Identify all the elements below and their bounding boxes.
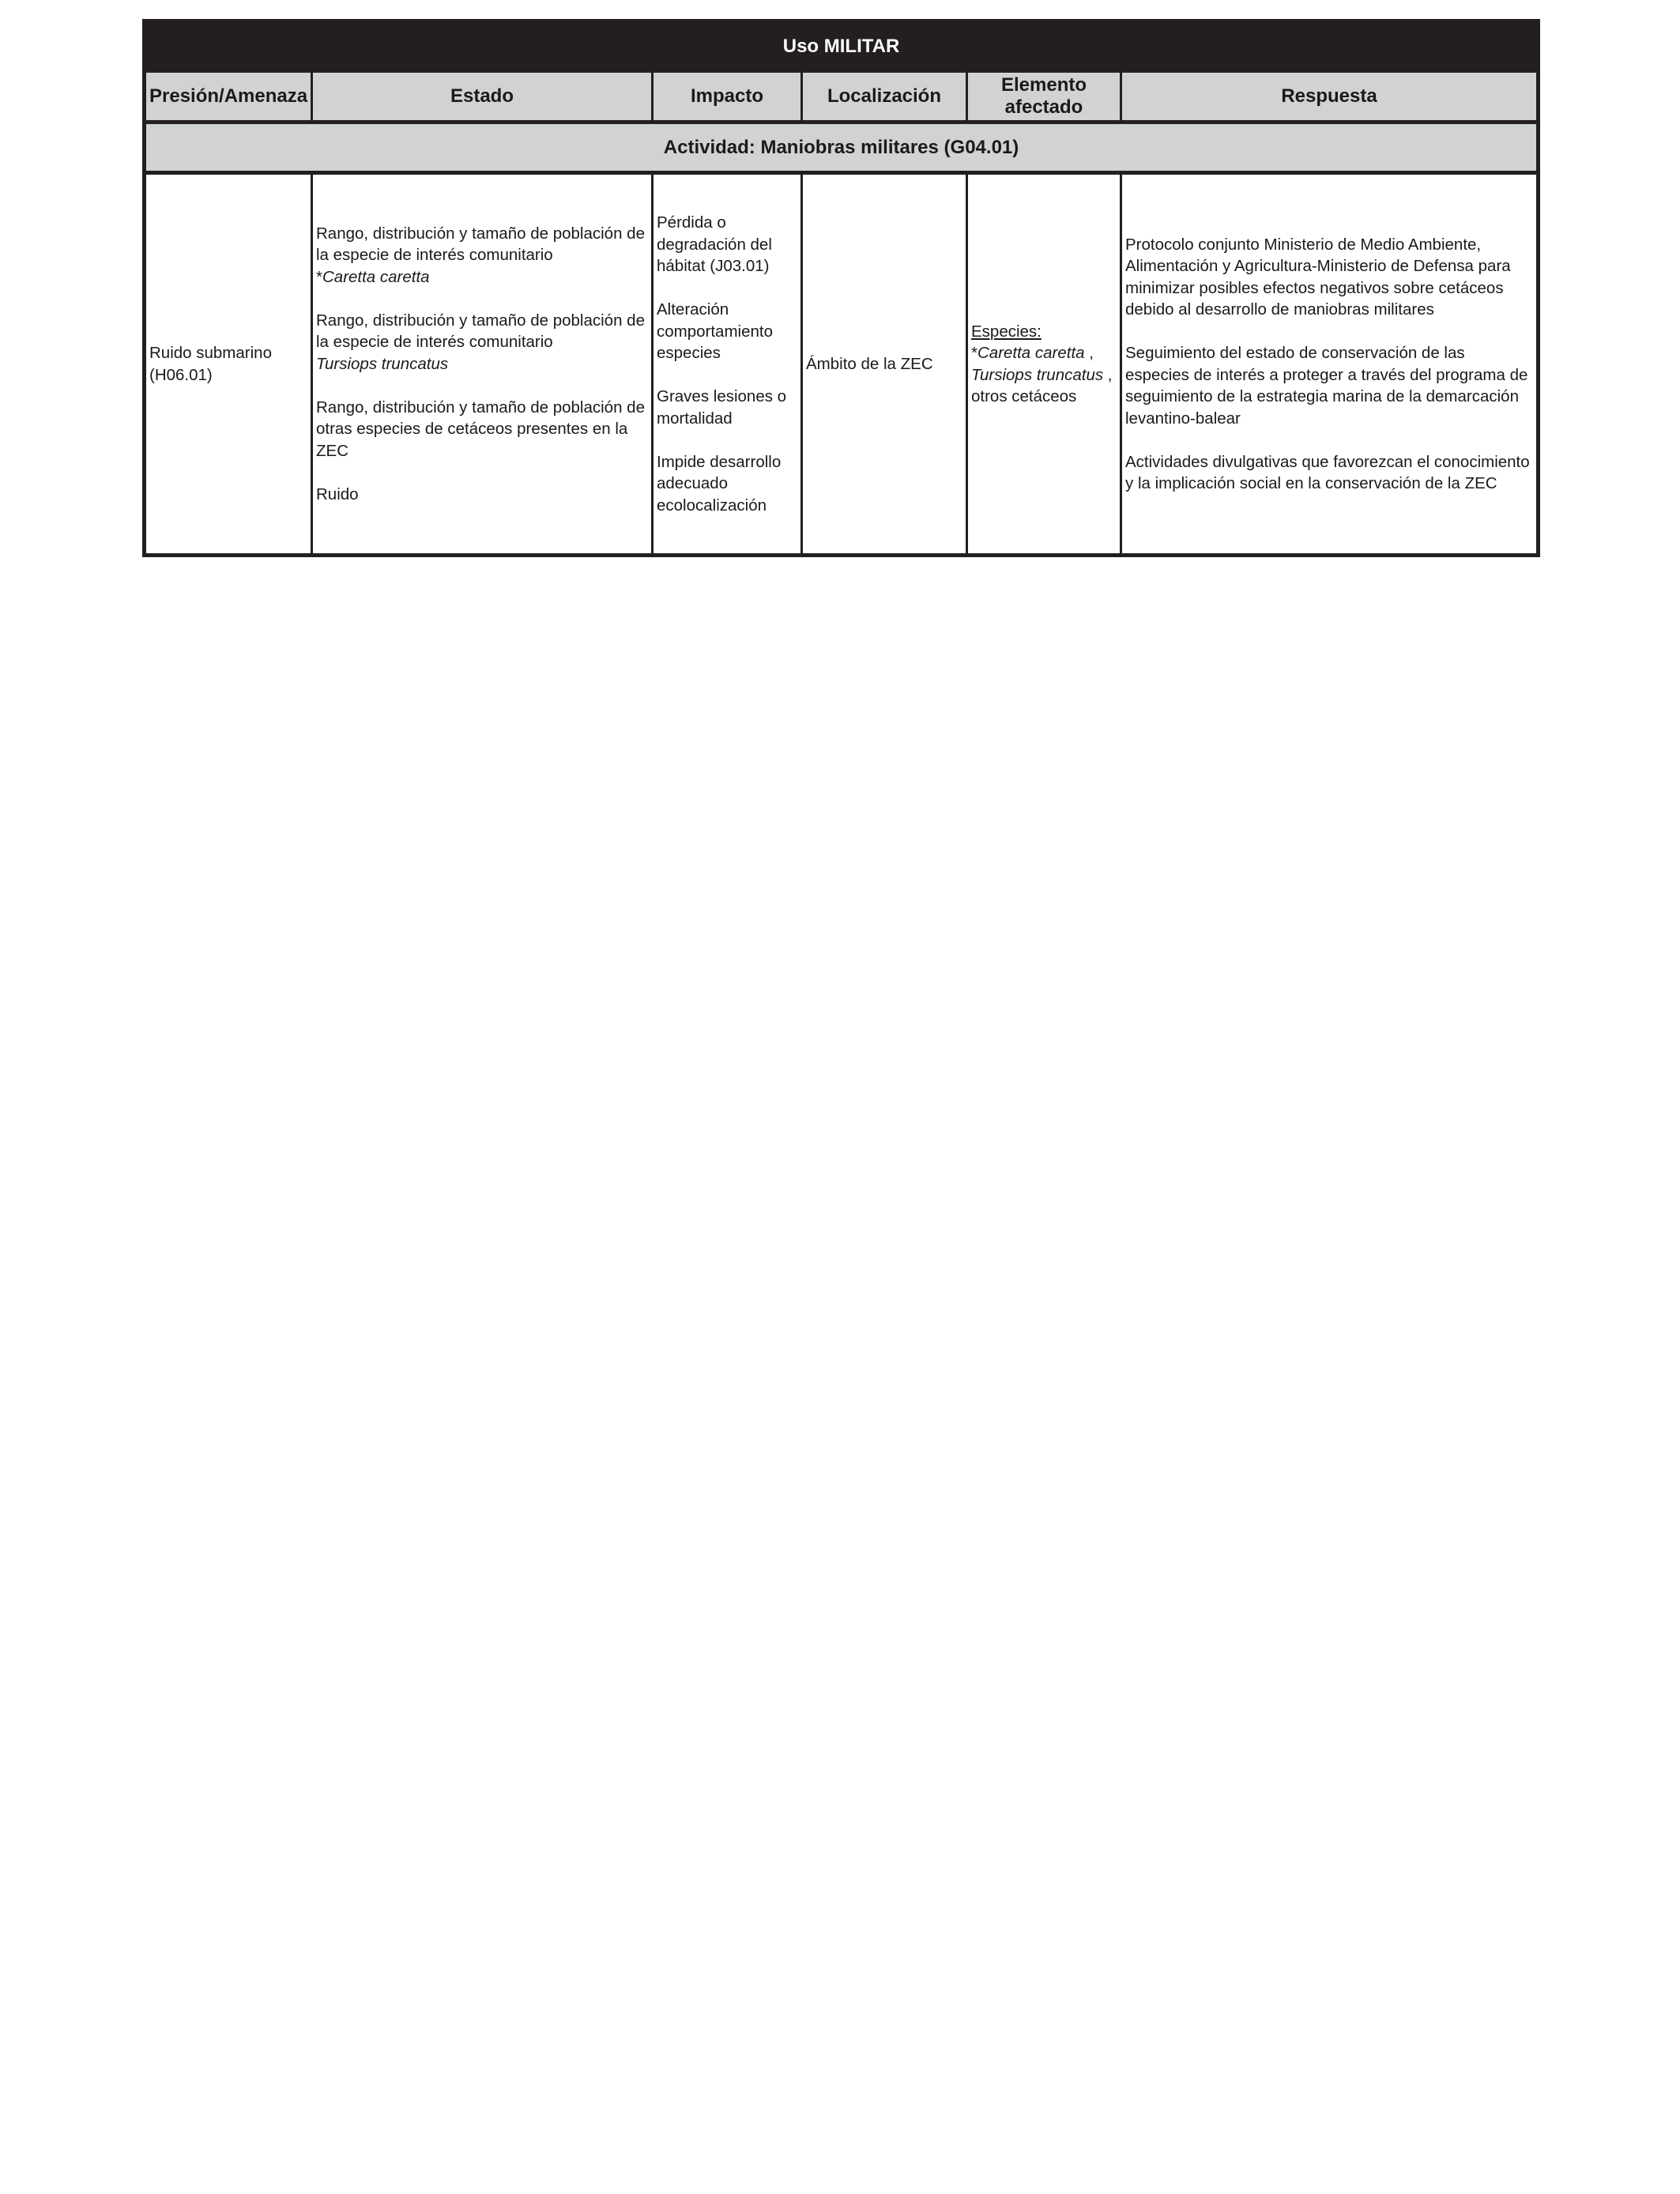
estado-item bbox=[316, 223, 648, 288]
species-name: Tursiops truncatus bbox=[316, 354, 449, 373]
header-presion: Presión/Amenaza bbox=[145, 72, 312, 123]
cell-elemento bbox=[967, 173, 1121, 556]
header-elemento: Elemento afectado bbox=[967, 72, 1121, 123]
header-impacto: Impacto bbox=[653, 72, 802, 123]
cell-respuesta bbox=[1121, 173, 1539, 556]
table-row bbox=[145, 173, 1539, 556]
species-prefix: * bbox=[971, 344, 977, 362]
species-name: Tursiops truncatus bbox=[971, 365, 1104, 384]
table-title: Uso MILITAR bbox=[145, 21, 1539, 72]
header-respuesta: Respuesta bbox=[1121, 72, 1539, 123]
activity-label: Actividad: Maniobras militares (G04.01) bbox=[145, 123, 1539, 173]
species-name: Caretta caretta bbox=[322, 267, 430, 286]
cell-localizacion bbox=[802, 173, 967, 556]
elemento-text bbox=[971, 321, 1117, 408]
species-name: Caretta caretta bbox=[977, 344, 1085, 362]
impacto-item: Impide desarrollo adecuado ecolocalización bbox=[657, 452, 782, 515]
impacto-item: Alteración comportamiento especies bbox=[657, 300, 773, 362]
respuesta-item: Protocolo conjunto Ministerio de Medio Ambiente, Alimentación y Agricultura-Ministerio de Defensa para minimizar posibles efectos negativos sobre cetáceos debido al desarrollo de maniobras militares bbox=[1125, 235, 1511, 319]
impacto-item: Pérdida o degradación del hábitat (J03.01) bbox=[657, 213, 772, 275]
elemento-suffix: , otros cetáceos bbox=[971, 365, 1113, 405]
table-header-row bbox=[145, 72, 1539, 123]
impacto-item: Graves lesiones o mortalidad bbox=[657, 387, 787, 428]
species-separator: , bbox=[1084, 344, 1094, 362]
cell-estado bbox=[312, 173, 653, 556]
presion-text: Ruido submarino (H06.01) bbox=[149, 344, 272, 384]
estado-item: Ruido bbox=[316, 484, 359, 503]
activity-row bbox=[145, 123, 1539, 173]
species-prefix: * bbox=[316, 267, 322, 286]
respuesta-item: Actividades divulgativas que favorezcan el conocimiento y la implicación social en la conservación de la ZEC bbox=[1125, 452, 1530, 492]
header-localizacion: Localización bbox=[802, 72, 967, 123]
table-title-row bbox=[145, 21, 1539, 72]
uso-militar-table bbox=[142, 19, 1540, 557]
respuesta-item: Seguimiento del estado de conservación de las especies de interés a proteger a través del programa de seguimiento de la estrategia marina de la demarcación levantino-balear bbox=[1125, 344, 1528, 428]
estado-text: Rango, distribución y tamaño de población de la especie de interés comunitario bbox=[316, 311, 645, 352]
cell-impacto bbox=[653, 173, 802, 556]
localizacion-text: Ámbito de la ZEC bbox=[806, 354, 933, 373]
header-estado: Estado bbox=[312, 72, 653, 123]
cell-presion bbox=[145, 173, 312, 556]
estado-item bbox=[316, 310, 648, 375]
estado-item: Rango, distribución y tamaño de población de otras especies de cetáceos presentes en la ZEC bbox=[316, 398, 645, 460]
elemento-label: Especies: bbox=[971, 322, 1042, 341]
estado-text: Rango, distribución y tamaño de población de la especie de interés comunitario bbox=[316, 224, 645, 265]
